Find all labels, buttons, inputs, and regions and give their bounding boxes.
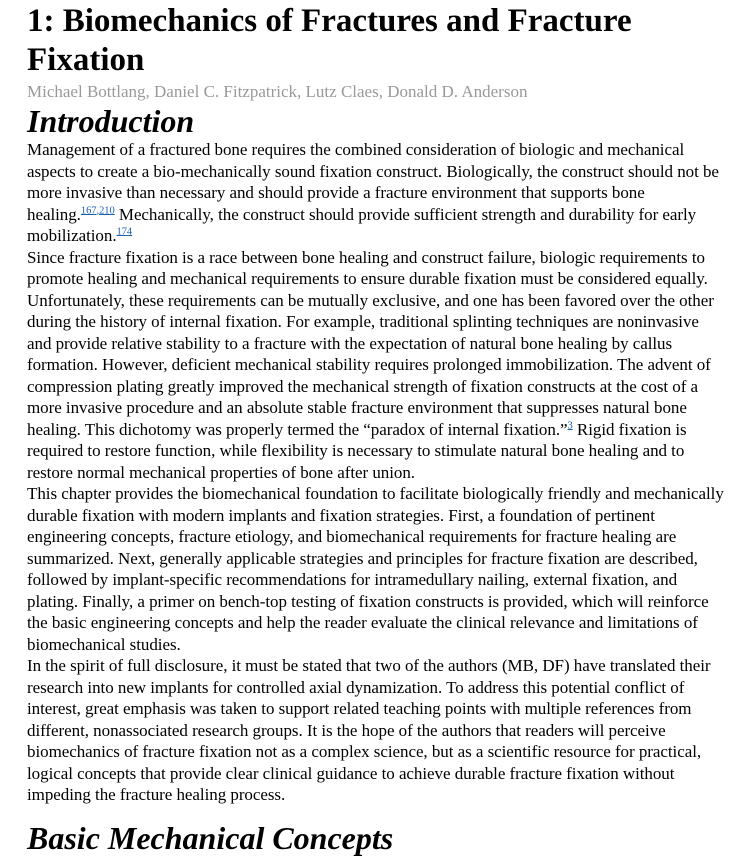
reference-link-167-210[interactable]: 167,210 bbox=[80, 204, 115, 216]
paragraph-2-text-b: Rigid fixation is required to restore function, while flexibility is necessary to stimulate natural bone healing and to restore normal mechanical properties of bone after union. bbox=[27, 419, 687, 482]
paragraph-3: This chapter provides the biomechanical foundation to facilitate biologically friendly and mechanically durable fixation with modern implants and fixation strategies. First, a foundation of pertinent engineering concepts, fracture etiology, and biomechanical requirements for fracture healing are summarized. Next, generally applicable strategies and principles for fracture fixation are described, followed by implant-specific recommendations for intramedullary nailing, external fixation, and plating. Finally, a primer on bench-top testing of fixation constructs is provided, which will reinforce the basic engineering concepts and help the reader evaluate the clinical relevance and limitations of biomechanical studies. bbox=[27, 484, 724, 654]
paragraph-1 bbox=[27, 139, 727, 247]
section-heading-basic-mechanical-concepts: Basic Mechanical Concepts bbox=[27, 820, 394, 856]
chapter-title: 1: Biomechanics of Fractures and Fracture Fixation bbox=[27, 3, 632, 78]
paragraph-1-text-a: Management of a fractured bone requires the combined consideration of biologic and mechanical aspects to create a bio-mechanically sound fixation construct. Biologically, the construct should not be more invasive than necessary and should provide a fracture environment that supports bone healing. bbox=[27, 140, 719, 224]
paragraph-2-text-a: Since fracture fixation is a race between bone healing and construct failure, biologic requirements to promote healing and mechanical requirements to ensure durable fixation must be considered equally. Unfortunately, these requirements can be mutually exclusive, and one has been favored over the other during the history of internal fixation. For example, traditional splinting techniques are noninvasive and provide relative stability to a fracture with the expectation of natural bone healing by callus formation. However, deficient mechanical stability requires prolonged immobilization. The advent of compression plating greatly improved the mechanical strength of fixation constructs at the cost of a more invasive procedure and an absolute stable fracture environment that suppresses natural bone healing. This dichotomy was properly termed the “paradox of internal fixation.” bbox=[27, 247, 714, 439]
paragraph-1-text-b: Mechanically, the construct should provide sufficient strength and durability for early mobilization. bbox=[27, 204, 697, 245]
chapter-authors: Michael Bottlang, Daniel C. Fitzpatrick, Lutz Claes, Donald D. Anderson bbox=[27, 82, 528, 101]
section-heading-introduction: Introduction bbox=[27, 103, 195, 139]
reference-link-174[interactable]: 174 bbox=[116, 226, 133, 238]
paragraph-4: In the spirit of full disclosure, it must be stated that two of the authors (MB, DF) have translated their research into new implants for controlled axial dynamization. To address this potential conflict of interest, great emphasis was taken to support related teaching points with multiple references from different, nonassociated research groups. It is the hope of the authors that readers will perceive biomechanics of fracture fixation not as a complex science, but as a scientific resource for practical, logical concepts that provide clear clinical guidance to achieve durable fracture fixation without impeding the fracture healing process. bbox=[27, 656, 711, 804]
paragraph-2 bbox=[27, 247, 727, 484]
document-page bbox=[27, 0, 727, 856]
reference-link-3[interactable]: 3 bbox=[567, 419, 573, 431]
